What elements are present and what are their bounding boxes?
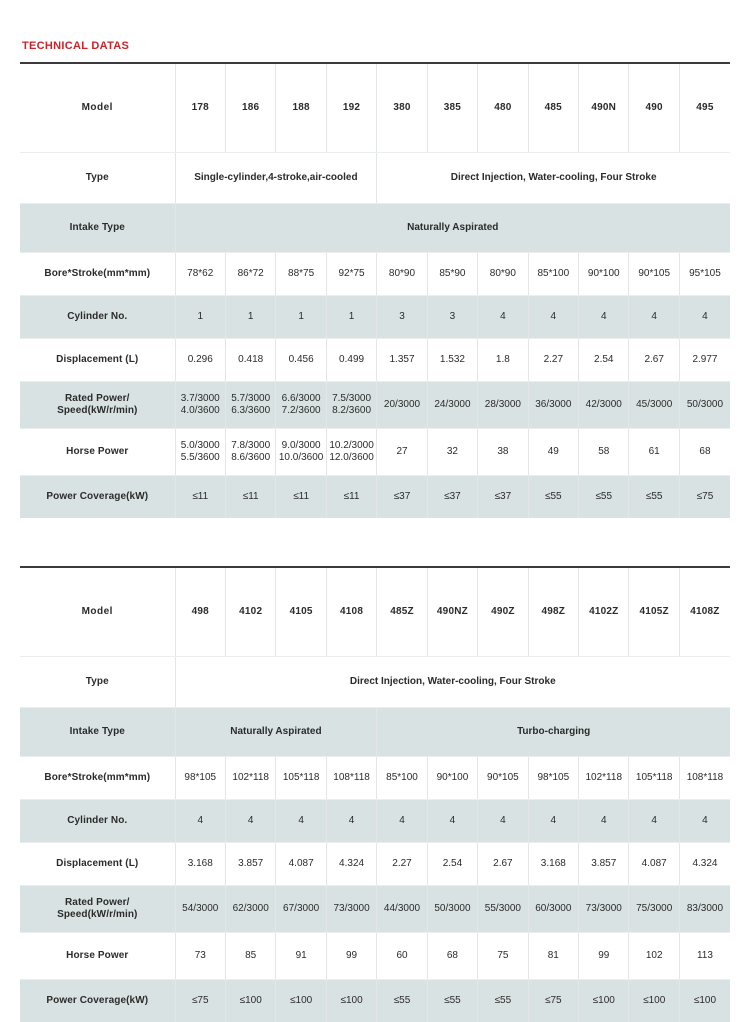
data-cell: 102*118: [225, 757, 275, 800]
row-label-intake: Intake Type: [20, 708, 175, 757]
value-line: 38: [479, 446, 526, 459]
value-line: 60: [378, 950, 425, 963]
model-name-cell: 188: [276, 63, 326, 153]
data-cell: [579, 382, 629, 429]
data-cell: ≤37: [427, 476, 477, 519]
row-label-horse-power: Horse Power: [20, 933, 175, 980]
data-cell: [326, 429, 376, 476]
value-line: 20/3000: [378, 399, 425, 412]
label-line: Rated Power/: [21, 897, 174, 910]
label-line: Speed(kW/r/min): [21, 909, 174, 922]
model-name-cell: 4108: [326, 567, 376, 657]
value-line: 102: [630, 950, 677, 963]
data-cell: [326, 382, 376, 429]
type-row: [20, 657, 730, 708]
value-line: 62/3000: [227, 903, 274, 916]
value-line: 10.0/3600: [277, 452, 324, 465]
data-cell: 85*90: [427, 253, 477, 296]
data-cell: 2.67: [478, 843, 528, 886]
data-cell: 80*90: [478, 253, 528, 296]
value-line: 6.3/3600: [227, 405, 274, 418]
model-name-cell: 490N: [579, 63, 629, 153]
data-cell: 0.296: [175, 339, 225, 382]
value-line: 68: [429, 950, 476, 963]
model-name-cell: 490NZ: [427, 567, 477, 657]
data-cell: ≤75: [679, 476, 730, 519]
data-cell: 80*90: [377, 253, 427, 296]
data-cell: [478, 382, 528, 429]
data-cell: 4: [175, 800, 225, 843]
data-cell: 88*75: [276, 253, 326, 296]
value-line: 7.8/3000: [227, 440, 274, 453]
value-line: 91: [277, 950, 324, 963]
value-line: 55/3000: [479, 903, 526, 916]
row-label-bore-stroke: Bore*Stroke(mm*mm): [20, 253, 175, 296]
data-cell: [377, 429, 427, 476]
data-cell: ≤100: [326, 980, 376, 1022]
data-cell: 95*105: [679, 253, 730, 296]
value-line: 83/3000: [681, 903, 729, 916]
value-line: 36/3000: [530, 399, 577, 412]
data-cell: 92*75: [326, 253, 376, 296]
data-cell: 1: [175, 296, 225, 339]
value-line: 8.6/3600: [227, 452, 274, 465]
data-cell: [276, 429, 326, 476]
data-cell: ≤11: [276, 476, 326, 519]
data-cell: [629, 886, 679, 933]
label-line: Speed(kW/r/min): [21, 405, 174, 418]
data-cell: [276, 933, 326, 980]
data-cell: [175, 886, 225, 933]
row-label-model: Model: [20, 63, 175, 153]
row-label-type: Type: [20, 657, 175, 708]
value-line: 58: [580, 446, 627, 459]
value-line: 49: [530, 446, 577, 459]
model-name-cell: 495: [679, 63, 730, 153]
data-cell: 4.087: [629, 843, 679, 886]
data-cell: ≤75: [528, 980, 578, 1022]
data-cell: 102*118: [579, 757, 629, 800]
type-group-cell: Direct Injection, Water-cooling, Four Stroke: [175, 657, 730, 708]
data-cell: [276, 382, 326, 429]
horse-power-row: [20, 933, 730, 980]
data-cell: [579, 933, 629, 980]
data-cell: 108*118: [326, 757, 376, 800]
data-cell: 90*105: [478, 757, 528, 800]
data-cell: [427, 886, 477, 933]
value-line: 67/3000: [277, 903, 324, 916]
data-cell: ≤11: [175, 476, 225, 519]
data-cell: 4.324: [326, 843, 376, 886]
data-cell: 0.456: [276, 339, 326, 382]
model-name-cell: 4102Z: [579, 567, 629, 657]
data-cell: [528, 429, 578, 476]
data-cell: 98*105: [528, 757, 578, 800]
value-line: 99: [580, 950, 627, 963]
data-cell: 4: [478, 800, 528, 843]
data-cell: 1.532: [427, 339, 477, 382]
data-cell: 2.27: [528, 339, 578, 382]
model-name-cell: 178: [175, 63, 225, 153]
data-cell: 1: [276, 296, 326, 339]
data-cell: [478, 886, 528, 933]
data-cell: 4.324: [679, 843, 730, 886]
data-cell: 2.67: [629, 339, 679, 382]
value-line: 3.7/3000: [177, 393, 224, 406]
data-cell: 4: [326, 800, 376, 843]
data-cell: [427, 382, 477, 429]
row-label-model: Model: [20, 567, 175, 657]
intake-type-row: [20, 204, 730, 253]
data-cell: [629, 382, 679, 429]
data-cell: [679, 429, 730, 476]
value-line: 75: [479, 950, 526, 963]
table-header-row: [20, 567, 730, 657]
data-cell: [528, 933, 578, 980]
data-cell: ≤100: [225, 980, 275, 1022]
label-line: Rated Power/: [21, 393, 174, 406]
row-label-intake: Intake Type: [20, 204, 175, 253]
bore-stroke-row: [20, 253, 730, 296]
row-label-displacement: Displacement (L): [20, 843, 175, 886]
row-label-rated-power: [20, 886, 175, 933]
data-cell: 3.168: [175, 843, 225, 886]
intake-type-row: [20, 708, 730, 757]
intake-group-cell: Naturally Aspirated: [175, 708, 377, 757]
value-line: 60/3000: [530, 903, 577, 916]
data-cell: [326, 886, 376, 933]
model-name-cell: 485: [528, 63, 578, 153]
model-name-cell: 4102: [225, 567, 275, 657]
cylinder-no-row: [20, 296, 730, 339]
spec-table-1: [20, 62, 730, 518]
data-cell: 3.857: [579, 843, 629, 886]
data-cell: 4: [377, 800, 427, 843]
data-cell: 4: [528, 800, 578, 843]
intake-group-cell: Naturally Aspirated: [175, 204, 730, 253]
data-cell: ≤11: [326, 476, 376, 519]
data-cell: 85*100: [528, 253, 578, 296]
data-cell: 1: [326, 296, 376, 339]
model-name-cell: 4105Z: [629, 567, 679, 657]
data-cell: [276, 886, 326, 933]
data-cell: [225, 429, 275, 476]
data-cell: 0.418: [225, 339, 275, 382]
model-name-cell: 385: [427, 63, 477, 153]
model-name-cell: 498Z: [528, 567, 578, 657]
horse-power-row: [20, 429, 730, 476]
data-cell: 4: [276, 800, 326, 843]
value-line: 9.0/3000: [277, 440, 324, 453]
displacement-row: [20, 843, 730, 886]
value-line: 81: [530, 950, 577, 963]
type-group-cell: Direct Injection, Water-cooling, Four Stroke: [377, 153, 730, 204]
row-label-horse-power: Horse Power: [20, 429, 175, 476]
data-cell: ≤100: [579, 980, 629, 1022]
intake-group-cell: Turbo-charging: [377, 708, 730, 757]
data-cell: 4.087: [276, 843, 326, 886]
model-name-cell: 498: [175, 567, 225, 657]
value-line: 4.0/3600: [177, 405, 224, 418]
cylinder-no-row: [20, 800, 730, 843]
data-cell: ≤55: [427, 980, 477, 1022]
data-cell: ≤11: [225, 476, 275, 519]
data-cell: [225, 933, 275, 980]
data-cell: 4: [629, 296, 679, 339]
value-line: 73/3000: [580, 903, 627, 916]
value-line: 73: [177, 950, 224, 963]
value-line: 61: [630, 446, 677, 459]
value-line: 27: [378, 446, 425, 459]
power-coverage-row: [20, 980, 730, 1022]
row-label-displacement: Displacement (L): [20, 339, 175, 382]
model-name-cell: 480: [478, 63, 528, 153]
value-line: 73/3000: [328, 903, 375, 916]
data-cell: 1.357: [377, 339, 427, 382]
row-label-type: Type: [20, 153, 175, 204]
data-cell: [478, 933, 528, 980]
data-cell: 2.54: [427, 843, 477, 886]
data-cell: [629, 933, 679, 980]
row-label-cylinder-no: Cylinder No.: [20, 296, 175, 339]
data-cell: ≤55: [377, 980, 427, 1022]
data-cell: ≤55: [629, 476, 679, 519]
data-cell: [427, 933, 477, 980]
model-name-cell: 380: [377, 63, 427, 153]
data-cell: 4: [225, 800, 275, 843]
value-line: 5.7/3000: [227, 393, 274, 406]
model-name-cell: 4108Z: [679, 567, 730, 657]
displacement-row: [20, 339, 730, 382]
data-cell: 4: [478, 296, 528, 339]
data-cell: 3: [427, 296, 477, 339]
data-cell: 3.857: [225, 843, 275, 886]
data-cell: 4: [528, 296, 578, 339]
data-cell: ≤55: [478, 980, 528, 1022]
data-cell: 78*62: [175, 253, 225, 296]
data-cell: [427, 429, 477, 476]
page-title: TECHNICAL DATAS: [20, 0, 730, 62]
data-cell: 86*72: [225, 253, 275, 296]
value-line: 44/3000: [378, 903, 425, 916]
data-cell: [579, 886, 629, 933]
data-cell: 4: [679, 296, 730, 339]
data-cell: [579, 429, 629, 476]
data-cell: [225, 382, 275, 429]
value-line: 85: [227, 950, 274, 963]
model-name-cell: 490: [629, 63, 679, 153]
value-line: 7.2/3600: [277, 405, 324, 418]
value-line: 99: [328, 950, 375, 963]
data-cell: [377, 933, 427, 980]
data-cell: [528, 886, 578, 933]
data-cell: [326, 933, 376, 980]
data-cell: 85*100: [377, 757, 427, 800]
value-line: 45/3000: [630, 399, 677, 412]
data-cell: 105*118: [276, 757, 326, 800]
data-cell: 2.977: [679, 339, 730, 382]
data-cell: ≤55: [579, 476, 629, 519]
value-line: 24/3000: [429, 399, 476, 412]
model-name-cell: 490Z: [478, 567, 528, 657]
value-line: 5.0/3000: [177, 440, 224, 453]
value-line: 12.0/3600: [328, 452, 375, 465]
rated-power-row: [20, 382, 730, 429]
data-cell: [478, 429, 528, 476]
table-gap: [20, 518, 730, 566]
row-label-power-coverage: Power Coverage(kW): [20, 980, 175, 1022]
data-cell: [175, 429, 225, 476]
data-cell: ≤100: [629, 980, 679, 1022]
data-cell: 1: [225, 296, 275, 339]
data-cell: [629, 429, 679, 476]
type-group-cell: Single-cylinder,4-stroke,air-cooled: [175, 153, 377, 204]
rated-power-row: [20, 886, 730, 933]
data-cell: 3: [377, 296, 427, 339]
data-cell: 4: [629, 800, 679, 843]
data-cell: [528, 382, 578, 429]
data-cell: [679, 886, 730, 933]
data-cell: [175, 933, 225, 980]
data-cell: 4: [579, 296, 629, 339]
data-cell: ≤100: [276, 980, 326, 1022]
value-line: 42/3000: [580, 399, 627, 412]
data-cell: ≤37: [478, 476, 528, 519]
model-name-cell: 4105: [276, 567, 326, 657]
row-label-power-coverage: Power Coverage(kW): [20, 476, 175, 519]
row-label-cylinder-no: Cylinder No.: [20, 800, 175, 843]
data-cell: 2.27: [377, 843, 427, 886]
data-cell: 90*105: [629, 253, 679, 296]
data-cell: 1.8: [478, 339, 528, 382]
table-header-row: [20, 63, 730, 153]
value-line: 32: [429, 446, 476, 459]
data-cell: 3.168: [528, 843, 578, 886]
bore-stroke-row: [20, 757, 730, 800]
data-cell: 0.499: [326, 339, 376, 382]
model-name-cell: 186: [225, 63, 275, 153]
data-cell: 4: [579, 800, 629, 843]
spec-table-1-body: [20, 63, 730, 518]
value-line: 113: [681, 950, 729, 963]
model-name-cell: 485Z: [377, 567, 427, 657]
value-line: 10.2/3000: [328, 440, 375, 453]
value-line: 7.5/3000: [328, 393, 375, 406]
value-line: 50/3000: [429, 903, 476, 916]
model-name-cell: 192: [326, 63, 376, 153]
power-coverage-row: [20, 476, 730, 519]
data-cell: 98*105: [175, 757, 225, 800]
value-line: 6.6/3000: [277, 393, 324, 406]
value-line: 75/3000: [630, 903, 677, 916]
data-cell: [679, 933, 730, 980]
data-cell: ≤100: [679, 980, 730, 1022]
value-line: 8.2/3600: [328, 405, 375, 418]
data-cell: 108*118: [679, 757, 730, 800]
data-cell: 90*100: [579, 253, 629, 296]
data-cell: 90*100: [427, 757, 477, 800]
row-label-rated-power: [20, 382, 175, 429]
data-cell: 2.54: [579, 339, 629, 382]
data-cell: [377, 382, 427, 429]
data-cell: [679, 382, 730, 429]
data-cell: 105*118: [629, 757, 679, 800]
row-label-bore-stroke: Bore*Stroke(mm*mm): [20, 757, 175, 800]
value-line: 68: [681, 446, 729, 459]
data-cell: [377, 886, 427, 933]
value-line: 28/3000: [479, 399, 526, 412]
value-line: 5.5/3600: [177, 452, 224, 465]
data-cell: [175, 382, 225, 429]
data-cell: [225, 886, 275, 933]
data-cell: 4: [679, 800, 730, 843]
data-cell: 4: [427, 800, 477, 843]
data-cell: ≤37: [377, 476, 427, 519]
data-cell: ≤75: [175, 980, 225, 1022]
data-cell: ≤55: [528, 476, 578, 519]
type-row: [20, 153, 730, 204]
value-line: 50/3000: [681, 399, 729, 412]
value-line: 54/3000: [177, 903, 224, 916]
